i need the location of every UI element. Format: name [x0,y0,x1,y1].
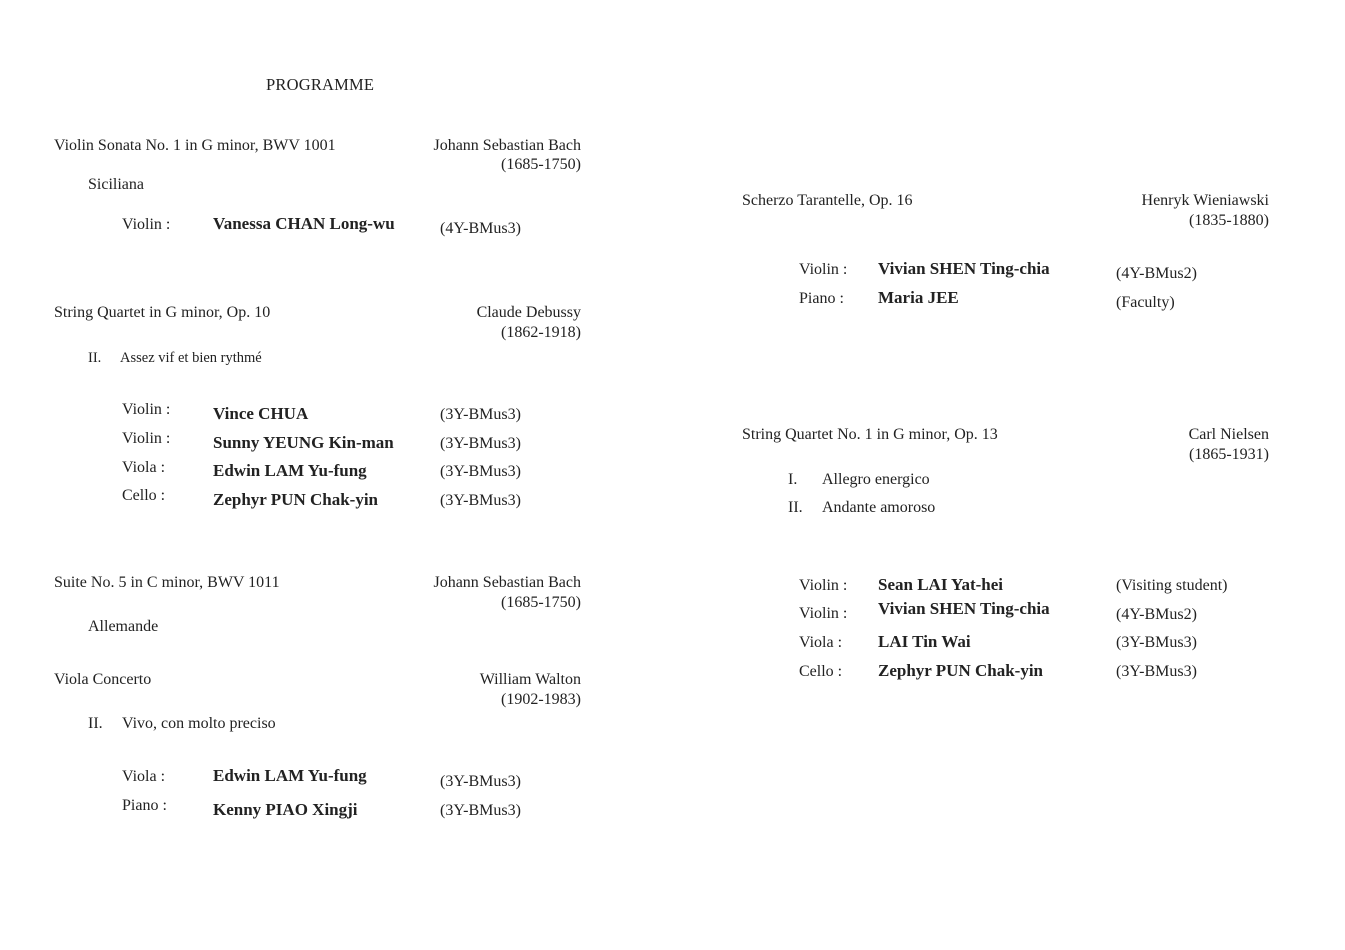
performer-class: (3Y-BMus3) [440,802,521,819]
performer-class: (4Y-BMus3) [440,220,521,237]
composer-dates: (1865-1931) [1189,446,1269,463]
performer-name: Sean LAI Yat-hei [878,575,1003,594]
performer-class: (3Y-BMus3) [440,773,521,790]
performer-name: Vince CHUA [213,404,309,423]
piece-title: String Quartet in G minor, Op. 10 [54,304,271,321]
performer-instrument: Cello : [122,487,166,504]
performer-instrument: Violin : [799,577,848,594]
performer-name: Vanessa CHAN Long-wu [213,214,395,233]
movement-numeral: II. [88,350,102,366]
performer-class: (3Y-BMus3) [440,406,521,423]
composer-name: Claude Debussy [476,304,581,321]
performer-instrument: Cello : [799,663,843,680]
performer-name: Maria JEE [878,288,959,307]
performer-class: (4Y-BMus2) [1116,265,1197,282]
composer-name: Johann Sebastian Bach [433,574,581,591]
movement-name: Allemande [88,618,159,635]
performer-name: Sunny YEUNG Kin-man [213,433,394,452]
piece-title: Scherzo Tarantelle, Op. 16 [742,192,913,209]
performer-instrument: Violin : [799,261,848,278]
performer-instrument: Piano : [122,797,167,814]
performer-instrument: Piano : [799,290,844,307]
movement-name: Assez vif et bien rythmé [120,350,262,366]
composer-name: Johann Sebastian Bach [433,137,581,154]
movement-name: Vivo, con molto preciso [122,715,276,732]
piece-title: Viola Concerto [54,671,152,688]
performer-instrument: Violin : [122,216,171,233]
performer-class: (Faculty) [1116,294,1175,311]
performer-name: LAI Tin Wai [878,632,971,651]
movement-name: Allegro energico [822,471,930,488]
composer-dates: (1685-1750) [501,594,581,611]
composer-dates: (1685-1750) [501,156,581,173]
composer-dates: (1902-1983) [501,691,581,708]
composer-dates: (1835-1880) [1189,212,1269,229]
piece-title: Violin Sonata No. 1 in G minor, BWV 1001 [54,137,336,154]
performer-name: Kenny PIAO Xingji [213,800,358,819]
piece-title: String Quartet No. 1 in G minor, Op. 13 [742,426,998,443]
movement-numeral: II. [788,499,803,516]
performer-name: Zephyr PUN Chak-yin [213,490,378,509]
performer-class: (3Y-BMus3) [1116,634,1197,651]
performer-instrument: Viola : [122,768,166,785]
performer-name: Vivian SHEN Ting-chia [878,599,1050,618]
performer-name: Zephyr PUN Chak-yin [878,661,1043,680]
performer-instrument: Viola : [122,459,166,476]
programme-heading: PROGRAMME [266,75,375,94]
performer-class: (4Y-BMus2) [1116,606,1197,623]
performer-name: Vivian SHEN Ting-chia [878,259,1050,278]
performer-name: Edwin LAM Yu-fung [213,461,367,480]
movement-name: Siciliana [88,176,144,193]
movement-name: Andante amoroso [822,499,936,516]
performer-class: (Visiting student) [1116,577,1228,594]
performer-instrument: Violin : [799,605,848,622]
performer-class: (3Y-BMus3) [1116,663,1197,680]
performer-instrument: Violin : [122,401,171,418]
performer-name: Edwin LAM Yu-fung [213,766,367,785]
composer-dates: (1862-1918) [501,324,581,341]
performer-class: (3Y-BMus3) [440,435,521,452]
performer-instrument: Violin : [122,430,171,447]
performer-class: (3Y-BMus3) [440,492,521,509]
composer-name: William Walton [479,671,581,688]
composer-name: Henryk Wieniawski [1141,192,1269,209]
performer-class: (3Y-BMus3) [440,463,521,480]
movement-numeral: II. [88,715,103,732]
performer-instrument: Viola : [799,634,843,651]
composer-name: Carl Nielsen [1188,426,1269,443]
movement-numeral: I. [788,471,798,488]
piece-title: Suite No. 5 in C minor, BWV 1011 [54,574,280,591]
